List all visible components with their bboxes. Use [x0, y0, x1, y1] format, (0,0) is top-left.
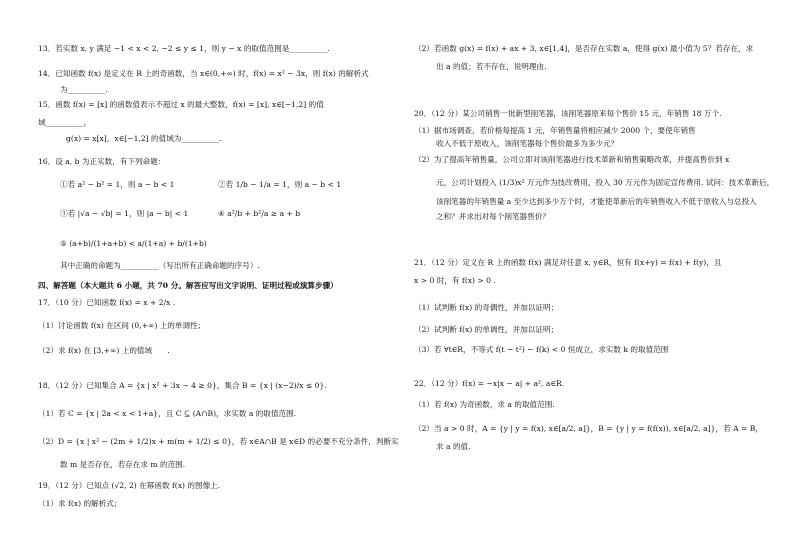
question-15-range: 域__________，	[38, 118, 92, 127]
question-18-part-2-tail: 数 m 是否存在，若存在求 m 的范围.	[60, 460, 186, 469]
question-20-part-1: （1）据市场调查，若价格每提高 1 元，年销售量将相应减少 2000 个，要使年销售	[414, 126, 696, 135]
question-20-part-1-tail: 收入不低于原收入，该削笔器每个售价最多为多少元？	[436, 139, 619, 148]
question-20-part-2: （2）为了提高年销售量，公司立即对该削笔器进行技术革新和销售策略改革，并提高售价到 x	[414, 155, 730, 164]
question-19-part-2-tail: 出 a 的值；若不存在，说明理由.	[436, 62, 547, 71]
question-22-part-2-tail: 求 a 的值.	[436, 442, 471, 451]
question-14: 14．已知函数 f(x) 是定义在 R 上的奇函数，当 x∈(0,+∞) 时，f(x) = x² − 3x，则 f(x) 的解析式	[38, 69, 369, 78]
question-15: 15．函数 f(x) = [x] 的函数值表示不超过 x 的最大整数，f(x) = [x], x∈[−1,2] 的值	[38, 100, 324, 109]
question-16-option-5: ⑤ (a+b)/(1+a+b) < a/(1+a) + b/(1+b)	[60, 239, 207, 248]
question-20: 20．（12 分）某公司销售一批新型削笔器，该削笔器原来每个售价 15 元，年销售 18 万个.	[414, 109, 722, 118]
question-21-part-2: （2）试判断 f(x) 的单调性，并加以证明；	[414, 325, 559, 334]
question-18: 18．（12 分）已知集合 A = {x | x² + 3x − 4 ≥ 0}，集合 B = {x | (x−2)/x ≤ 0}.	[38, 381, 327, 390]
question-22: 22．（12 分）f(x) = −x|x − a| + a², a∈R.	[414, 379, 565, 388]
question-17-part-2: （2）求 f(x) 在 [3,+∞) 上的值域 .	[38, 346, 170, 355]
question-21-tail: x > 0 时，有 f(x) > 0 .	[414, 276, 496, 285]
question-16-option-1: ①若 a² − b² = 1，则 a − b < 1	[60, 180, 175, 189]
question-17-part-1: （1）讨论函数 f(x) 在区间 (0,+∞) 上的单调性；	[38, 321, 206, 330]
question-20-part-2-d: 之和？并求出对每个削笔器售价？	[436, 212, 550, 221]
question-16-option-3: ③若 |√a − √b| = 1，则 |a − b| < 1	[60, 209, 189, 218]
question-16: 16．设 a, b 为正实数，有下列命题：	[38, 157, 166, 166]
question-22-part-1: （1）若 f(x) 为奇函数，求 a 的取值范围.	[414, 400, 555, 409]
question-16-option-4: ④ a²/b + b²/a ≥ a + b	[218, 209, 301, 218]
question-19-part-1: （1）求 f(x) 的解析式；	[38, 499, 122, 508]
question-13: 13．若实数 x, y 满足 −1 < x < 2, −2 ≤ y ≤ 1，则 y − x 的取值范围是__________.	[38, 44, 330, 53]
question-16-option-2: ②若 1/b − 1/a = 1，则 a − b < 1	[218, 180, 342, 189]
question-19: 19．（12 分）已知点 (√2, 2) 在幂函数 f(x) 的图像上.	[38, 481, 221, 490]
question-17: 17．（10 分）已知函数 f(x) = x + 2/x .	[38, 298, 176, 307]
question-18-part-2: （2）D = {x | x² − (2m + 1/2)x + m(m + 1/2) ≤ 0}，若 x∈A∩B 是 x∈D 的必要不充分条件，判断实	[38, 437, 399, 446]
question-20-part-2-b: 元，公司计划投入 (1/3)x² 万元作为技改费用，投入 30 万元作为固定宣传费用. 试问：技术革新后，	[436, 178, 775, 187]
question-21-part-1: （1）试判断 f(x) 的奇偶性，并加以证明；	[414, 303, 559, 312]
question-18-part-1: （1）若 C = {x | 2a < x < 1+a}，且 C ⊆ (A∩B)，求实数 a 的取值范围.	[38, 409, 297, 418]
section-heading: 四、解答题（本大题共 6 小题，共 70 分。解答应写出文字说明、证明过程或演算步骤）	[38, 281, 338, 290]
question-20-part-2-c: 该削笔器的年销售量 a 至少达到多少万个时，才能使革新后的年销售收入不低于原收入与总投入	[436, 197, 757, 206]
question-16-tail: 其中正确的命题为__________（写出所有正确命题的序号）.	[60, 261, 260, 270]
question-14-tail: 为__________.	[60, 85, 108, 94]
question-22-part-2: （2）当 a > 0 时，A = {y | y = f(x), x∈[a/2, a]}，B = {y | y = f(f(x)), x∈[a/2, a]}，若 A = B，	[414, 424, 763, 433]
question-19-part-2: （2）若函数 g(x) = f(x) + ax + 3, x∈[1,4]，是否存在实数 a，使得 g(x) 最小值为 5？若存在，求	[414, 44, 754, 53]
question-21: 21．（12 分）定义在 R 上的函数 f(x) 满足对任意 x, y∈R，恒有 f(x+y) = f(x) + f(y)，且	[414, 258, 722, 267]
question-21-part-3: （3）若 ∀t∈R，不等式 f(t − t²) − f(k) < 0 恒成立，求实数 k 的取值范围	[414, 345, 669, 354]
question-15-g: g(x) = x[x]，x∈[−1,2] 的值域为__________.	[66, 134, 222, 143]
